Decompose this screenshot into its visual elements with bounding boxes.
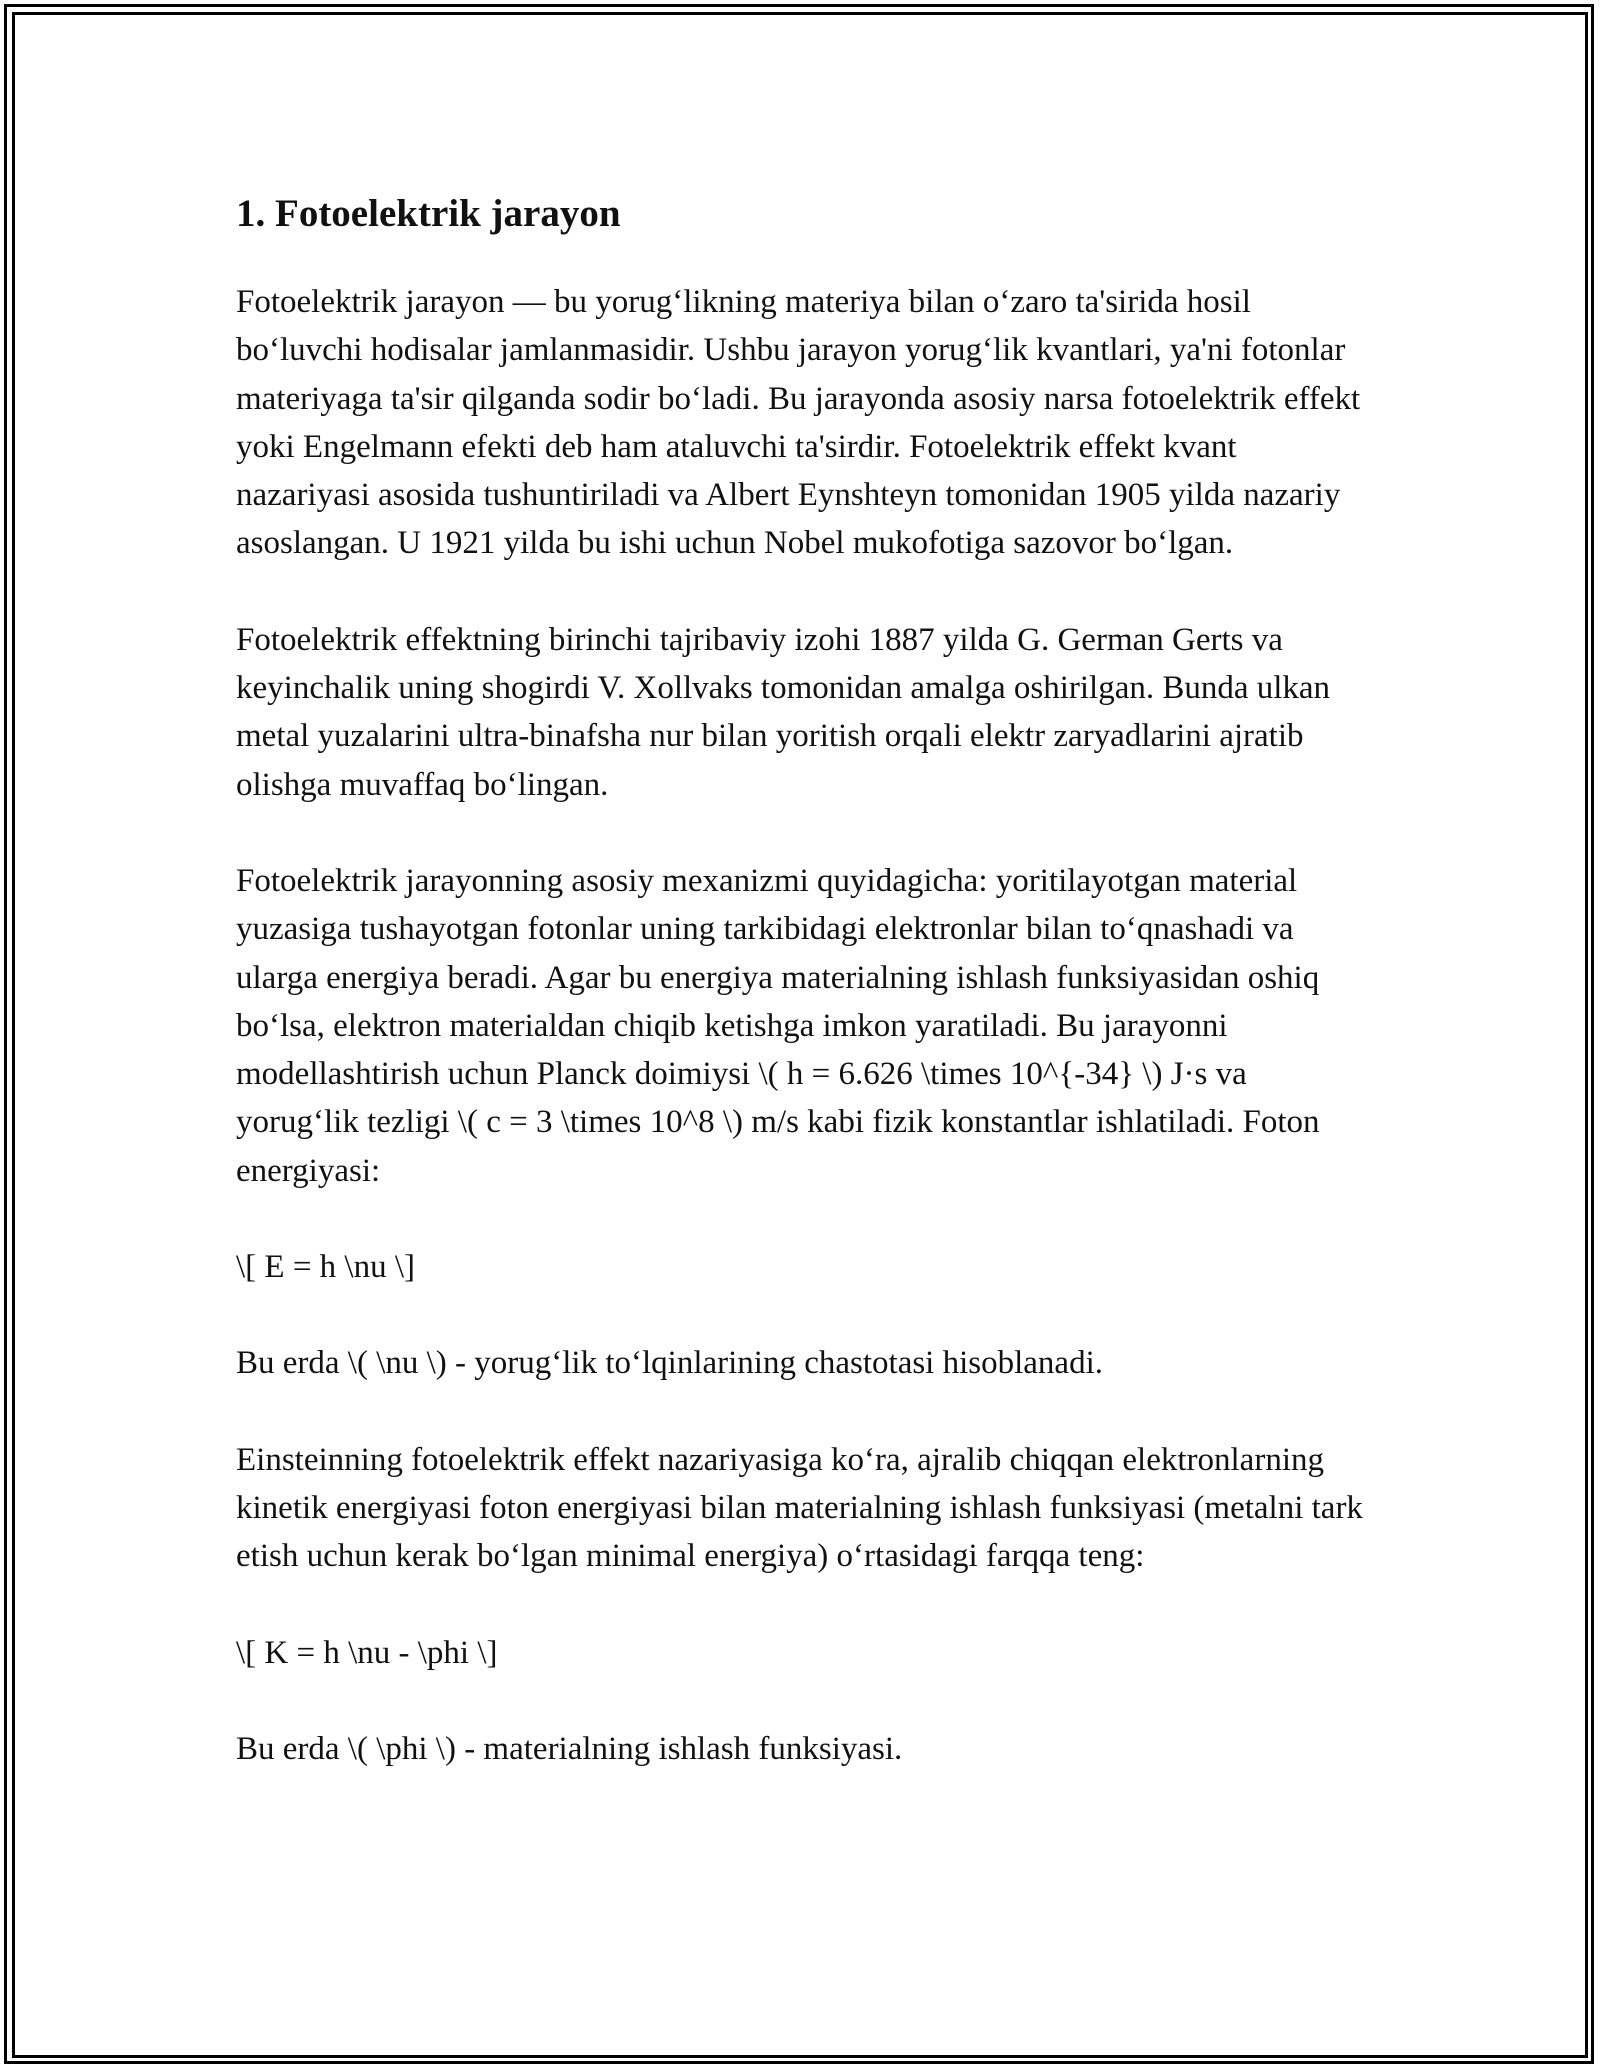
paragraph-intro: Fotoelektrik jarayon — bu yorug‘likning materiya bilan o‘zaro ta'sirida hosil bo‘luvchi hodisalar jamlanmasidir. Ushbu jarayon yorug‘lik kvantlari, ya'ni fotonlar materiyaga ta'sir qilganda sodir bo‘ladi. Bu jarayonda asosiy narsa fotoelektrik effekt yoki Engelmann efekti deb ham ataluvchi ta'sirdir. Fotoelektrik effekt kvant nazariyasi asosida tushuntiriladi va Albert Eynshteyn tomonidan 1905 yilda nazariy asoslangan. U 1921 yilda bu ishi uchun Nobel mukofotiga sazovor bo‘lgan. bbox=[236, 284, 1361, 562]
paragraph-history: Fotoelektrik effektning birinchi tajribaviy izohi 1887 yilda G. German Gerts va keyinchalik uning shogirdi V. Xollvaks tomonidan amalga oshirilgan. Bunda ulkan metal yuzalarini ultra-binafsha nur bilan yoritish orqali elektr zaryadlarini ajratib olishga muvaffaq bo‘lingan. bbox=[236, 621, 1331, 803]
formula-kinetic-energy: \[ K = h \nu - \phi \] bbox=[236, 1634, 498, 1671]
document-body bbox=[236, 186, 1376, 1821]
section-heading: 1. Fotoelektrik jarayon bbox=[236, 192, 621, 235]
paragraph-mechanism: Fotoelektrik jarayonning asosiy mexanizmi quyidagicha: yoritilayotgan material yuzasiga tushayotgan fotonlar uning tarkibidagi elektronlar bilan to‘qnashadi va ularga energiya beradi. Agar bu energiya materialning ishlash funksiyasidan oshiq bo‘lsa, elektron materialdan chiqib ketishga imkon yaratiladi. Bu jarayonni modellashtirish uchun Planck doimiysi \( h = 6.626 \times 10^{-34} \) J·s va yorug‘lik tezligi \( c = 3 \times 10^8 \) m/s kabi fizik konstantlar ishlatiladi. Foton energiyasi: bbox=[236, 862, 1320, 1189]
formula-photon-energy: \[ E = h \nu \] bbox=[236, 1249, 416, 1286]
paragraph-work-function-note: Bu erda \( \phi \) - materialning ishlash funksiyasi. bbox=[236, 1730, 903, 1767]
paragraph-frequency-note: Bu erda \( \nu \) - yorug‘lik to‘lqinlarining chastotasi hisoblanadi. bbox=[236, 1345, 1103, 1382]
paragraph-einstein-theory: Einsteinning fotoelektrik effekt nazariyasiga ko‘ra, ajralib chiqqan elektronlarning kinetik energiyasi foton energiyasi bilan materialning ishlash funksiyasi (metalni tark etish uchun kerak bo‘lgan minimal energiya) o‘rtasidagi farqqa teng: bbox=[236, 1441, 1363, 1575]
